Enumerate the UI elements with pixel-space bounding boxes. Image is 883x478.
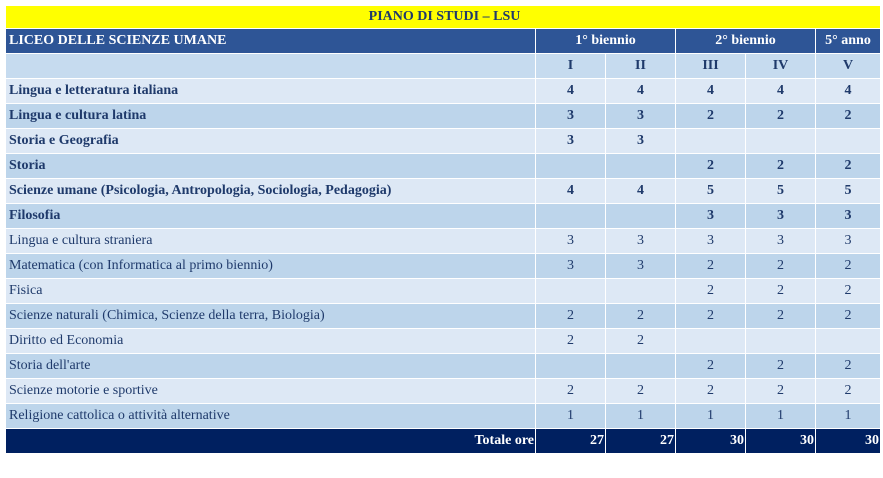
- table-row: [6, 379, 881, 404]
- table-row: [6, 129, 881, 154]
- hours-cell: 4: [606, 79, 676, 104]
- subject-name: Storia: [6, 154, 536, 179]
- hours-cell: 4: [536, 79, 606, 104]
- hours-cell: 5: [746, 179, 816, 204]
- hours-cell: 3: [606, 229, 676, 254]
- subject-name: Scienze naturali (Chimica, Scienze della terra, Biologia): [6, 304, 536, 329]
- table-row: [6, 229, 881, 254]
- hours-cell: 1: [746, 404, 816, 429]
- subject-name: Matematica (con Informatica al primo biennio): [6, 254, 536, 279]
- hours-cell: [606, 279, 676, 304]
- hours-cell: 5: [816, 179, 881, 204]
- hours-cell: 1: [816, 404, 881, 429]
- total-cell: 30: [676, 429, 746, 454]
- hours-cell: 3: [816, 204, 881, 229]
- hours-cell: 2: [816, 279, 881, 304]
- header-row: [6, 29, 881, 54]
- hours-cell: 2: [746, 154, 816, 179]
- hours-cell: [746, 129, 816, 154]
- hours-cell: 2: [676, 104, 746, 129]
- hours-cell: [676, 329, 746, 354]
- hours-cell: 2: [536, 329, 606, 354]
- group-second-biennium: 2° biennio: [676, 29, 816, 54]
- total-cell: 30: [746, 429, 816, 454]
- hours-cell: 3: [536, 254, 606, 279]
- hours-cell: 2: [816, 254, 881, 279]
- total-cell: 27: [536, 429, 606, 454]
- total-cell: 30: [816, 429, 881, 454]
- hours-cell: 3: [536, 104, 606, 129]
- hours-cell: [536, 154, 606, 179]
- hours-cell: 3: [606, 104, 676, 129]
- years-row: [6, 54, 881, 79]
- study-plan: [5, 5, 881, 454]
- subject-rows: [6, 79, 881, 429]
- subject-name: Diritto ed Economia: [6, 329, 536, 354]
- hours-cell: 2: [536, 304, 606, 329]
- hours-cell: 2: [536, 379, 606, 404]
- hours-cell: 3: [746, 204, 816, 229]
- year-header: IV: [746, 54, 816, 79]
- table-row: [6, 329, 881, 354]
- hours-cell: [536, 279, 606, 304]
- subject-name: Storia e Geografia: [6, 129, 536, 154]
- hours-cell: 5: [676, 179, 746, 204]
- subject-name: Fisica: [6, 279, 536, 304]
- hours-cell: 2: [676, 254, 746, 279]
- subject-name: Lingua e letteratura italiana: [6, 79, 536, 104]
- year-header: III: [676, 54, 746, 79]
- hours-cell: 3: [536, 129, 606, 154]
- subject-name: Storia dell'arte: [6, 354, 536, 379]
- totals-row: [6, 429, 881, 454]
- hours-cell: 2: [816, 304, 881, 329]
- subject-name: Scienze motorie e sportive: [6, 379, 536, 404]
- table-row: [6, 404, 881, 429]
- total-cell: 27: [606, 429, 676, 454]
- year-header: I: [536, 54, 606, 79]
- hours-cell: 4: [816, 79, 881, 104]
- hours-cell: 3: [606, 129, 676, 154]
- course-name: LICEO DELLE SCIENZE UMANE: [6, 29, 536, 54]
- hours-cell: [536, 354, 606, 379]
- year-header: II: [606, 54, 676, 79]
- hours-cell: 2: [676, 279, 746, 304]
- totals-label: Totale ore: [6, 429, 536, 454]
- table-row: [6, 179, 881, 204]
- hours-cell: 2: [816, 354, 881, 379]
- hours-cell: [536, 204, 606, 229]
- hours-cell: 2: [816, 104, 881, 129]
- hours-cell: [676, 129, 746, 154]
- hours-cell: 2: [746, 304, 816, 329]
- year-header: V: [816, 54, 881, 79]
- table-row: [6, 254, 881, 279]
- title-row: [6, 6, 881, 29]
- hours-cell: 3: [816, 229, 881, 254]
- hours-cell: 3: [536, 229, 606, 254]
- hours-cell: 4: [606, 179, 676, 204]
- table-row: [6, 204, 881, 229]
- hours-cell: 3: [746, 229, 816, 254]
- group-fifth-year: 5° anno: [816, 29, 881, 54]
- hours-cell: [816, 329, 881, 354]
- hours-cell: 3: [676, 229, 746, 254]
- hours-cell: 2: [606, 304, 676, 329]
- subject-name: Filosofia: [6, 204, 536, 229]
- years-row-blank: [6, 54, 536, 79]
- hours-cell: [816, 129, 881, 154]
- hours-cell: 4: [536, 179, 606, 204]
- table-row: [6, 279, 881, 304]
- subject-name: Religione cattolica o attività alternative: [6, 404, 536, 429]
- table-row: [6, 104, 881, 129]
- table-row: [6, 79, 881, 104]
- hours-cell: [606, 354, 676, 379]
- hours-cell: [606, 204, 676, 229]
- hours-cell: 2: [746, 279, 816, 304]
- subject-name: Lingua e cultura straniera: [6, 229, 536, 254]
- hours-cell: [746, 329, 816, 354]
- hours-cell: 3: [606, 254, 676, 279]
- hours-cell: 2: [676, 379, 746, 404]
- hours-cell: 2: [746, 104, 816, 129]
- subject-name: Lingua e cultura latina: [6, 104, 536, 129]
- table-row: [6, 154, 881, 179]
- group-first-biennium: 1° biennio: [536, 29, 676, 54]
- table-row: [6, 304, 881, 329]
- study-plan-table: [5, 5, 881, 454]
- hours-cell: 4: [746, 79, 816, 104]
- hours-cell: 3: [676, 204, 746, 229]
- hours-cell: 2: [746, 379, 816, 404]
- hours-cell: 2: [746, 254, 816, 279]
- hours-cell: 2: [676, 354, 746, 379]
- hours-cell: 2: [606, 379, 676, 404]
- hours-cell: 2: [606, 329, 676, 354]
- hours-cell: 1: [676, 404, 746, 429]
- hours-cell: 2: [816, 154, 881, 179]
- subject-name: Scienze umane (Psicologia, Antropologia, Sociologia, Pedagogia): [6, 179, 536, 204]
- hours-cell: 1: [606, 404, 676, 429]
- hours-cell: 1: [536, 404, 606, 429]
- hours-cell: [606, 154, 676, 179]
- hours-cell: 2: [676, 304, 746, 329]
- hours-cell: 2: [746, 354, 816, 379]
- hours-cell: 4: [676, 79, 746, 104]
- hours-cell: 2: [676, 154, 746, 179]
- table-row: [6, 354, 881, 379]
- hours-cell: 2: [816, 379, 881, 404]
- page-title: PIANO DI STUDI – LSU: [6, 6, 881, 29]
